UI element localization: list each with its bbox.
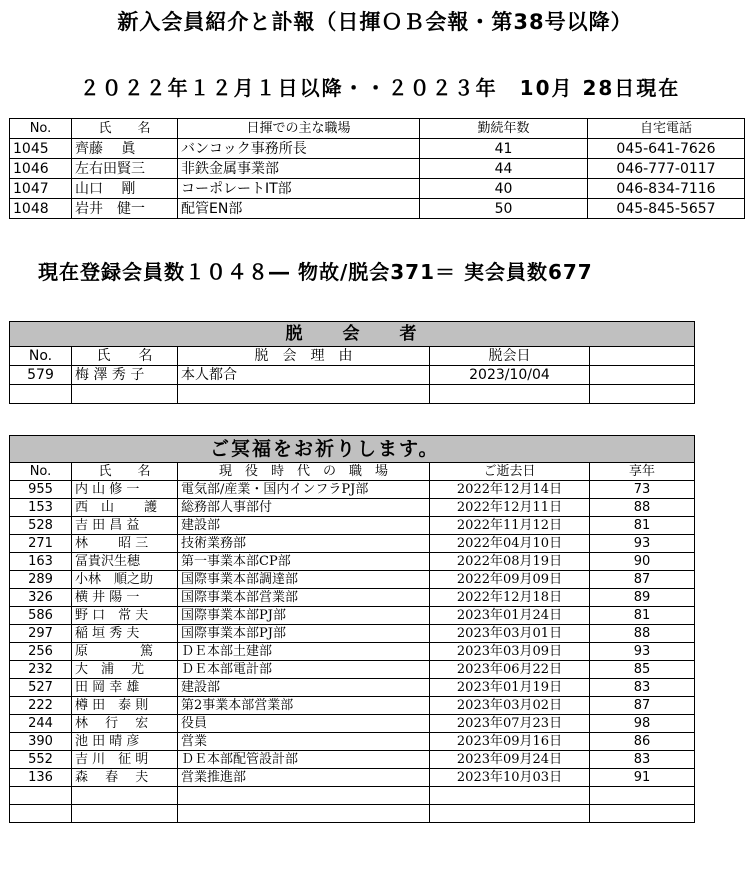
memorial-dept: 営業推進部 — [178, 769, 430, 787]
table-row — [10, 517, 695, 535]
memorial-dept: 第一事業本部CP部 — [178, 553, 430, 571]
memorial-dept: 役員 — [178, 715, 430, 733]
memorial-name: 西 山 護 — [72, 499, 178, 517]
memorial-no: 326 — [10, 589, 72, 607]
table-row — [10, 589, 695, 607]
memorial-age: 93 — [590, 643, 695, 661]
memorial-name: 林 昭 三 — [72, 535, 178, 553]
empty-row — [10, 805, 695, 823]
memorial-age: 86 — [590, 733, 695, 751]
memorial-age: 88 — [590, 499, 695, 517]
memorial-no: 163 — [10, 553, 72, 571]
memorial-dept: 建設部 — [178, 517, 430, 535]
header-no: No. — [10, 347, 72, 366]
memorial-dept: 建設部 — [178, 679, 430, 697]
memorial-dept: 国際事業本部調達部 — [178, 571, 430, 589]
memorial-age: 88 — [590, 625, 695, 643]
table-row — [10, 481, 695, 499]
memorial-name: 樽 田 泰 則 — [72, 697, 178, 715]
member-years: 44 — [420, 159, 588, 179]
header-no: No. — [10, 463, 72, 481]
table-header-row — [10, 347, 695, 366]
table-row — [10, 139, 745, 159]
table-row — [10, 769, 695, 787]
member-phone: 045-641-7626 — [588, 139, 745, 159]
header-dept: 日揮での主な職場 — [178, 119, 420, 139]
memorial-no: 297 — [10, 625, 72, 643]
memorial-date: 2023年01月19日 — [430, 679, 590, 697]
table-row — [10, 607, 695, 625]
memorial-age: 85 — [590, 661, 695, 679]
header-name: 氏 名 — [72, 119, 178, 139]
memorial-name: 池 田 晴 彦 — [72, 733, 178, 751]
memorial-dept: 国際事業本部PJ部 — [178, 625, 430, 643]
memorial-date: 2022年12月14日 — [430, 481, 590, 499]
table-header-row — [10, 463, 695, 481]
memorial-date: 2022年11月12日 — [430, 517, 590, 535]
memorial-dept: 技術業務部 — [178, 535, 430, 553]
memorial-age: 83 — [590, 679, 695, 697]
memorial-dept: 営業 — [178, 733, 430, 751]
empty-row — [10, 787, 695, 805]
memorial-dept: 第2事業本部営業部 — [178, 697, 430, 715]
memorial-date: 2023年03月01日 — [430, 625, 590, 643]
memorial-age: 93 — [590, 535, 695, 553]
header-date: 脱会日 — [430, 347, 590, 366]
new-members-table — [9, 118, 745, 219]
header-date: ご逝去日 — [430, 463, 590, 481]
memorial-name: 林 行 宏 — [72, 715, 178, 733]
memorial-no: 552 — [10, 751, 72, 769]
memorial-date: 2023年03月09日 — [430, 643, 590, 661]
memorial-no: 232 — [10, 661, 72, 679]
memorial-date: 2022年04月10日 — [430, 535, 590, 553]
memorial-name: 野 口 常 夫 — [72, 607, 178, 625]
memorial-no: 527 — [10, 679, 72, 697]
memorial-no: 136 — [10, 769, 72, 787]
memorial-name: 冨貴沢生穂 — [72, 553, 178, 571]
memorial-table — [9, 435, 695, 823]
memorial-dept: ＤＥ本部電計部 — [178, 661, 430, 679]
member-count-summary: 現在登録会員数１０４８― 物故/脱会371＝ 実会員数677 — [38, 260, 593, 284]
header-phone: 自宅電話 — [588, 119, 745, 139]
withdrawal-date: 2023/10/04 — [430, 366, 590, 385]
table-row — [10, 571, 695, 589]
memorial-date: 2022年12月11日 — [430, 499, 590, 517]
memorial-name: 大 浦 尤 — [72, 661, 178, 679]
header-years: 勤続年数 — [420, 119, 588, 139]
table-row — [10, 159, 745, 179]
memorial-date: 2023年10月03日 — [430, 769, 590, 787]
member-no: 1045 — [10, 139, 72, 159]
table-row — [10, 643, 695, 661]
table-row — [10, 625, 695, 643]
table-row — [10, 535, 695, 553]
memorial-age: 83 — [590, 751, 695, 769]
table-row — [10, 385, 695, 404]
memorial-name: 田 岡 幸 雄 — [72, 679, 178, 697]
memorial-age: 87 — [590, 571, 695, 589]
empty-cell — [590, 366, 695, 385]
table-row — [10, 751, 695, 769]
member-dept: バンコック事務所長 — [178, 139, 420, 159]
memorial-no: 528 — [10, 517, 72, 535]
memorial-title: ご冥福をお祈りします。 — [10, 436, 695, 463]
page-title: 新入会員紹介と訃報（日揮ＯＢ会報・第38号以降） — [117, 10, 633, 34]
table-row — [10, 366, 695, 385]
member-name: 岩井 健一 — [72, 199, 178, 219]
table-row — [10, 553, 695, 571]
header-name: 氏 名 — [72, 463, 178, 481]
report-date-range: ２０２２年１２月１日以降・・２０２３年 10月 28日現在 — [79, 76, 681, 100]
table-row — [10, 715, 695, 733]
memorial-date: 2023年01月24日 — [430, 607, 590, 625]
member-name: 山口 剛 — [72, 179, 178, 199]
member-years: 41 — [420, 139, 588, 159]
memorial-no: 256 — [10, 643, 72, 661]
memorial-age: 89 — [590, 589, 695, 607]
memorial-age: 81 — [590, 517, 695, 535]
memorial-date: 2023年09月24日 — [430, 751, 590, 769]
member-no: 1048 — [10, 199, 72, 219]
memorial-age: 90 — [590, 553, 695, 571]
member-phone: 046-777-0117 — [588, 159, 745, 179]
memorial-age: 91 — [590, 769, 695, 787]
memorial-name: 小林 順之助 — [72, 571, 178, 589]
memorial-date: 2023年07月23日 — [430, 715, 590, 733]
memorial-date: 2022年08月19日 — [430, 553, 590, 571]
memorial-no: 586 — [10, 607, 72, 625]
memorial-date: 2023年06月22日 — [430, 661, 590, 679]
memorial-age: 87 — [590, 697, 695, 715]
member-phone: 045-845-5657 — [588, 199, 745, 219]
member-dept: コーポレートIT部 — [178, 179, 420, 199]
table-row — [10, 199, 745, 219]
memorial-name: 稲 垣 秀 夫 — [72, 625, 178, 643]
memorial-date: 2022年12月18日 — [430, 589, 590, 607]
memorial-age: 81 — [590, 607, 695, 625]
memorial-name: 森 春 夫 — [72, 769, 178, 787]
table-row — [10, 697, 695, 715]
memorial-dept: ＤＥ本部配管設計部 — [178, 751, 430, 769]
memorial-age: 98 — [590, 715, 695, 733]
member-dept: 配管EN部 — [178, 199, 420, 219]
withdrawal-reason: 本人都合 — [178, 366, 430, 385]
withdrawals-title: 脱 会 者 — [10, 322, 695, 347]
memorial-date: 2022年09月09日 — [430, 571, 590, 589]
memorial-name: 吉 田 昌 益 — [72, 517, 178, 535]
memorial-dept: 総務部人事部付 — [178, 499, 430, 517]
memorial-dept: 国際事業本部営業部 — [178, 589, 430, 607]
member-years: 50 — [420, 199, 588, 219]
memorial-dept: ＤＥ本部土建部 — [178, 643, 430, 661]
withdrawal-no: 579 — [10, 366, 72, 385]
header-age: 享年 — [590, 463, 695, 481]
member-phone: 046-834-7116 — [588, 179, 745, 199]
member-dept: 非鉄金属事業部 — [178, 159, 420, 179]
memorial-name: 吉 川 征 明 — [72, 751, 178, 769]
withdrawals-table — [9, 321, 695, 404]
memorial-name: 横 井 陽 一 — [72, 589, 178, 607]
memorial-name: 原 篤 — [72, 643, 178, 661]
memorial-date: 2023年09月16日 — [430, 733, 590, 751]
header-reason: 脱 会 理 由 — [178, 347, 430, 366]
memorial-no: 222 — [10, 697, 72, 715]
memorial-no: 390 — [10, 733, 72, 751]
memorial-name: 内 山 修 一 — [72, 481, 178, 499]
memorial-date: 2023年03月02日 — [430, 697, 590, 715]
member-years: 40 — [420, 179, 588, 199]
member-name: 齊藤 眞 — [72, 139, 178, 159]
member-no: 1047 — [10, 179, 72, 199]
table-header-row — [10, 119, 745, 139]
header-dept: 現 役 時 代 の 職 場 — [178, 463, 430, 481]
memorial-age: 73 — [590, 481, 695, 499]
table-row — [10, 179, 745, 199]
memorial-no: 271 — [10, 535, 72, 553]
memorial-no: 955 — [10, 481, 72, 499]
table-row — [10, 499, 695, 517]
empty-cell — [590, 347, 695, 366]
memorial-no: 289 — [10, 571, 72, 589]
member-no: 1046 — [10, 159, 72, 179]
header-name: 氏 名 — [72, 347, 178, 366]
table-row — [10, 661, 695, 679]
withdrawal-name: 梅 澤 秀 子 — [72, 366, 178, 385]
header-no: No. — [10, 119, 72, 139]
memorial-dept: 電気部/産業・国内インフラPJ部 — [178, 481, 430, 499]
table-row — [10, 733, 695, 751]
memorial-no: 244 — [10, 715, 72, 733]
table-row — [10, 679, 695, 697]
memorial-no: 153 — [10, 499, 72, 517]
member-name: 左右田賢三 — [72, 159, 178, 179]
memorial-dept: 国際事業本部PJ部 — [178, 607, 430, 625]
